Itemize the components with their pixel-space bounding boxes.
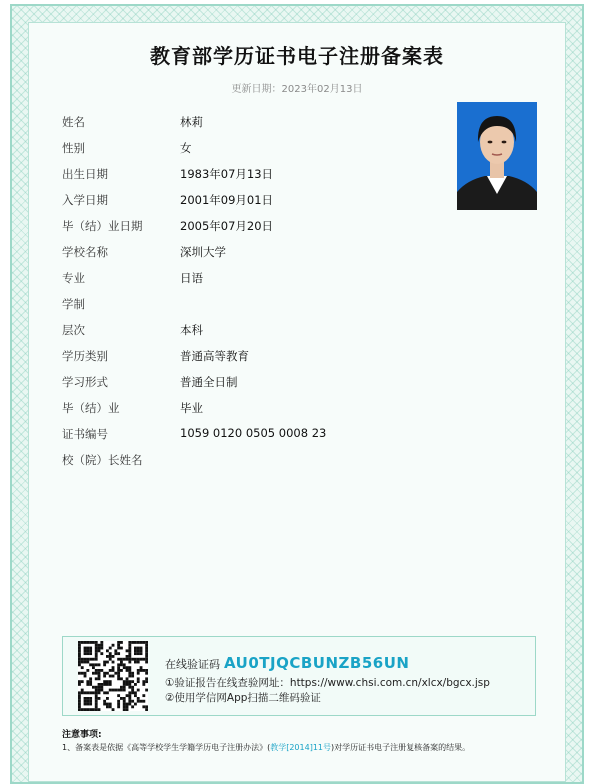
field-value: 1059 0120 0505 0008 23 — [180, 426, 327, 440]
field-value: 普通高等教育 — [180, 349, 249, 363]
field-label: 毕（结）业日期 — [62, 219, 143, 233]
field-label: 学制 — [62, 297, 85, 311]
field-value: 深圳大学 — [180, 245, 226, 259]
field-label: 证书编号 — [62, 427, 108, 441]
verification-app-line: ②使用学信网App扫描二维码验证 — [165, 692, 321, 704]
field-value: 2005年07月20日 — [180, 219, 274, 233]
notes-item-1-prefix: 1、备案表是依据《高等学校学生学籍学历电子注册办法》( — [62, 743, 271, 752]
field-label: 入学日期 — [62, 193, 108, 207]
field-label: 姓名 — [62, 115, 85, 129]
field-value: 毕业 — [180, 401, 203, 415]
page-title: 教育部学历证书电子注册备案表 — [150, 44, 444, 68]
student-photo — [457, 102, 537, 210]
verification-code-row — [165, 654, 409, 672]
field-label: 毕（结）业 — [62, 401, 120, 415]
field-label: 学习形式 — [62, 375, 108, 389]
field-label: 学校名称 — [62, 245, 108, 259]
field-value: 林莉 — [180, 115, 203, 129]
field-label: 出生日期 — [62, 167, 108, 181]
verification-url-line[interactable]: ①验证报告在线查验网址：https://www.chsi.com.cn/xlcx/bgcx.jsp — [165, 677, 490, 689]
field-value: 普通全日制 — [180, 375, 238, 389]
update-date: 更新日期：2023年02月13日 — [231, 84, 363, 95]
qr-code-icon[interactable] — [78, 641, 148, 711]
field-value: 1983年07月13日 — [180, 167, 274, 181]
field-value: 本科 — [180, 323, 203, 337]
verification-code-label: 在线验证码 — [165, 658, 220, 671]
field-label: 校（院）长姓名 — [62, 453, 143, 467]
notes-item-1 — [62, 742, 470, 753]
field-label: 层次 — [62, 323, 85, 337]
notes-item-1-suffix: )对学历证书电子注册复核备案的结果。 — [331, 743, 471, 752]
regulation-link[interactable]: 教学[2014]11号 — [270, 743, 331, 752]
field-label: 性别 — [62, 141, 85, 155]
field-value: 日语 — [180, 271, 203, 285]
field-label: 学历类别 — [62, 349, 108, 363]
verification-code: AU0TJQCBUNZB56UN — [224, 654, 410, 672]
field-value: 女 — [180, 141, 192, 155]
field-value: 2001年09月01日 — [180, 193, 274, 207]
field-label: 专业 — [62, 271, 85, 285]
notes-title: 注意事项: — [62, 730, 102, 740]
